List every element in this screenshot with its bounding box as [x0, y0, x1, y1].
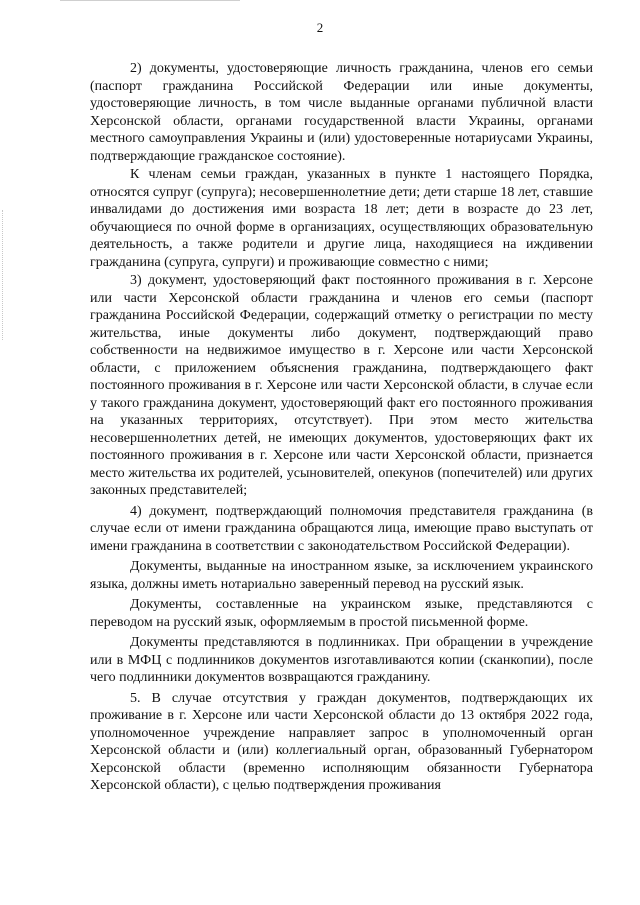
paragraph-item-5: 5. В случае отсутствия у граждан документов, подтверждающих их проживание в г. Херсоне или части Херсонской области до 13 октября 2022 года, уполномоченное учреждение направляет запрос в уполномоченный орган Херсонской области и (или) коллегиальный орган, образованный Губернатором Херсонской области (временно исполняющим обязанности Губернатора Херсонской области), с целью подтверждения проживания [90, 690, 593, 793]
paragraph-family-members: К членам семьи граждан, указанных в пункте 1 настоящего Порядка, относятся супруг (супруга); несовершеннолетние дети; дети старше 18 лет, ставшие инвалидами до достижения ими возраста 18 лет; дети в возрасте до 23 лет, обучающиеся по очной форме в организациях, осуществляющих образовательную деятельность, а также родители и другие лица, находящиеся на иждивении гражданина (супруга, супруги) и проживающие совместно с ними; [90, 167, 593, 270]
paragraph-originals: Документы представляются в подлинниках. При обращении в учреждение или в МФЦ с подлинников документов изготавливаются копии (сканкопии), после чего подлинники документов возвращаются гражданину. [90, 635, 593, 685]
document-body [90, 60, 593, 796]
paragraph-identity-documents: 2) документы, удостоверяющие личность гражданина, членов его семьи (паспорт гражданина Российской Федерации или иные документы, удостоверяющие личность, в том числе выданные органами публичной власти Херсонской области, органами государственной власти Украины, органами местного самоуправления Украины и (или) удостоверенные нотариусами Украины, подтверждающие гражданское состояние). [90, 61, 593, 164]
page-number: 2 [316, 20, 324, 35]
paragraph-residence-documents: 3) документ, удостоверяющий факт постоянного проживания в г. Херсоне или части Херсонской области гражданина и членов его семьи (паспорт гражданина Российской Федерации, содержащий отметку о регистрации по месту жительства, иные документы либо документ, подтверждающий право собственности на недвижимое имущество в г. Херсоне или части Херсонской области, с приложением объяснения гражданина, подтверждающего факт постоянного проживания в г. Херсоне или части Херсонской области, в случае если у такого гражданина документ, удостоверяющий факт его постоянного проживания на указанных территориях, отсутствует). При этом место жительства несовершеннолетних детей, не имеющих документов, удостоверяющих факт их постоянного проживания в г. Херсоне или части Херсонской области, признается место жительства их родителей, усыновителей, опекунов (попечителей) или других законных представителей; [90, 273, 593, 498]
paragraph-foreign-language: Документы, выданные на иностранном языке, за исключением украинского языка, должны иметь нотариально заверенный перевод на русский язык. [90, 559, 593, 592]
paragraph-ukrainian-language: Документы, составленные на украинском языке, представляются с переводом на русский язык, оформляемым в простой письменной форме. [90, 597, 593, 630]
scan-edge-marks [60, 0, 240, 5]
scan-side-marks [2, 210, 7, 340]
paragraph-representative-authority: 4) документ, подтверждающий полномочия представителя гражданина (в случае если от имени гражданина обращаются лица, имеющие право выступать от имени гражданина в соответствии с законодательством Российской Федерации). [90, 503, 593, 554]
